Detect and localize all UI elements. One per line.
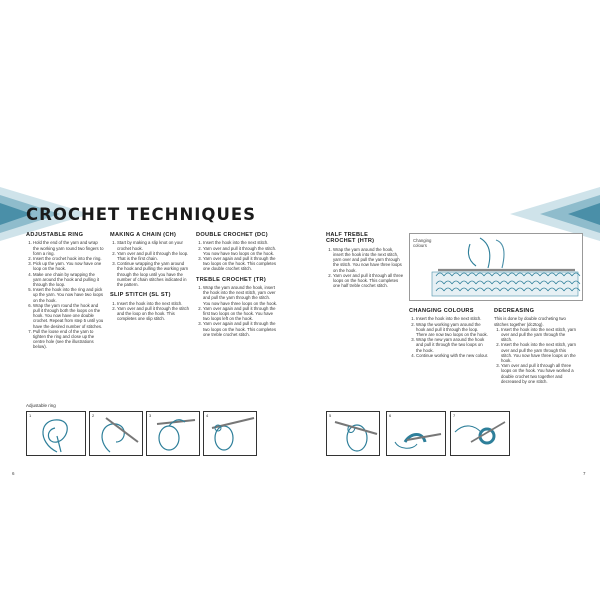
step-list	[26, 240, 104, 349]
step: 2. Yarn over and pull it through the loop. That is the first chain.	[117, 251, 190, 261]
ring-step-panel	[326, 411, 380, 456]
panel-number: 3	[149, 413, 152, 418]
step: 2. Yarn over and pull it through the stitch. You now have two loops on the hook.	[203, 246, 278, 256]
section-heading: MAKING A CHAIN (CH)	[110, 232, 177, 238]
panel-number: 2	[92, 413, 95, 418]
ring-step-drawing	[327, 412, 379, 455]
step: 1. Insert the hook into the next stitch.	[416, 316, 489, 321]
step: 1. Wrap the yarn around the hook, insert the hook into the next stitch, yarn over and pull the yarn through the stitch. You now have three loops on the hook.	[203, 285, 278, 306]
step: 7. Pull the loose end of the yarn to tighten the ring and close up the centre hole (see the illustrations below).	[33, 329, 104, 350]
step: 3. Yarn over again and pull it through the two loops on the hook. This completes one double crochet stitch.	[203, 256, 278, 272]
step-list	[409, 316, 489, 358]
ring-step-panel	[203, 411, 257, 456]
step: 1. Insert the hook into the next stitch.	[117, 301, 190, 306]
step: 1. Hold the end of the yarn and wrap the working yarn round two fingers to form a ring.	[33, 240, 104, 256]
step: 2. Wrap the working yarn around the hook and pull it through the loop. There are now two loops on the hook.	[416, 322, 489, 338]
step: 3. Yarn over again and pull it through the two loops on the hook. This completes one treble crochet stitch.	[203, 321, 278, 337]
ring-step-drawing	[90, 412, 142, 455]
step: 3. Yarn over and pull it through all three loops on the hook. You have worked a double crochet two together and decreased by one stitch.	[501, 363, 576, 384]
section-decreasing	[494, 308, 576, 384]
step: 2. Yarn over and pull it through the stitch and the loop on the hook. This completes one slip stitch.	[117, 306, 190, 322]
step: 3. Continue wrapping the yarn around the hook and pulling the working yarn through the loop until you have the number of chain stitches indicated in the pattern.	[117, 261, 190, 287]
step: 2. Insert the crochet hook into the ring.	[33, 256, 104, 261]
panel-number: 5	[329, 413, 332, 418]
step-list	[326, 247, 404, 289]
changing-colours-illustration	[409, 233, 583, 301]
section-treble-crochet	[196, 277, 278, 337]
section-heading: CHANGING COLOURS	[409, 308, 474, 314]
ring-step-drawing	[451, 412, 509, 455]
section-heading: DECREASING	[494, 308, 535, 314]
step-list	[110, 240, 190, 287]
ring-step-panel	[386, 411, 446, 456]
panel-number: 4	[206, 413, 209, 418]
section-slip-stitch	[110, 292, 190, 321]
section-heading: ADJUSTABLE RING	[26, 232, 84, 238]
ring-step-drawing	[27, 412, 85, 455]
step: 1. Start by making a slip knot on your crochet hook.	[117, 240, 190, 250]
section-heading: DOUBLE CROCHET (DC)	[196, 232, 268, 238]
step: 1. Insert the hook into the next stitch, yarn over and pull the yarn through the stitch.	[501, 327, 576, 343]
section-adjustable-ring	[26, 232, 104, 350]
page-number-left: 6	[12, 471, 15, 476]
section-chain	[110, 232, 190, 321]
step: 2. Yarn over again and pull it through the first two loops on the hook. You have two loops left on the hook.	[203, 306, 278, 322]
panel-number: 7	[453, 413, 456, 418]
panel-number: 1	[29, 413, 32, 418]
step-list	[494, 327, 576, 384]
section-heading: SLIP STITCH (SL ST)	[110, 292, 171, 299]
ring-step-drawing	[204, 412, 256, 455]
step: 6. Wrap the yarn round the hook and pull it through both the loops on the hook. You now have one double crochet. Repeat from step 5 until you have the desired number of stitches.	[33, 303, 104, 329]
illustration-caption: Adjustable ring	[26, 403, 56, 408]
section-heading: HALF TREBLE CROCHET (HTR)	[326, 232, 375, 245]
step-list	[196, 285, 278, 337]
ring-step-panel	[26, 411, 86, 456]
page-number-right: 7	[583, 471, 586, 476]
step: 2. Yarn over and pull it through all three loops on the hook. This completes one half treble crochet stitch.	[333, 273, 404, 289]
panel-number: 6	[389, 413, 392, 418]
inset-label: Changing colours	[413, 238, 432, 248]
section-changing-colours	[409, 308, 489, 358]
step: 3. Pick up the yarn. You now have one loop on the hook.	[33, 261, 104, 271]
ring-step-panel	[450, 411, 510, 456]
step: 2. Insert the hook into the next stitch, yarn over and pull the yarn through this stitch. You now have three loops on the hook.	[501, 342, 576, 363]
ring-step-panel	[89, 411, 143, 456]
step: 3. Wrap the new yarn around the hook and pull it through the two loops on the hook.	[416, 337, 489, 353]
section-heading: TREBLE CROCHET (TR)	[196, 276, 267, 283]
section-double-crochet	[196, 232, 278, 337]
step: 5. Insert the hook into the ring and pick up the yarn. You now have two loops on the hook.	[33, 287, 104, 303]
step: 1. Wrap the yarn around the hook, insert the hook into the next stitch, yarn over and pull the yarn through the stitch. You now have three loops on the hook.	[333, 247, 404, 273]
step: 1. Insert the hook into the next stitch.	[203, 240, 278, 245]
ring-step-drawing	[147, 412, 199, 455]
ring-step-panel	[146, 411, 200, 456]
step: 4. Make one chain by wrapping the yarn around the hook and pulling it through the loop.	[33, 272, 104, 288]
step: 4. Continue working with the new colour.	[416, 353, 489, 358]
page-title: CROCHET TECHNIQUES	[26, 205, 257, 224]
ring-step-drawing	[387, 412, 445, 455]
section-half-treble	[326, 232, 404, 288]
step-list	[110, 301, 190, 322]
step-list	[196, 240, 278, 271]
section-intro: This is done by double crocheting two stitches together (dc2tog).	[494, 316, 566, 327]
